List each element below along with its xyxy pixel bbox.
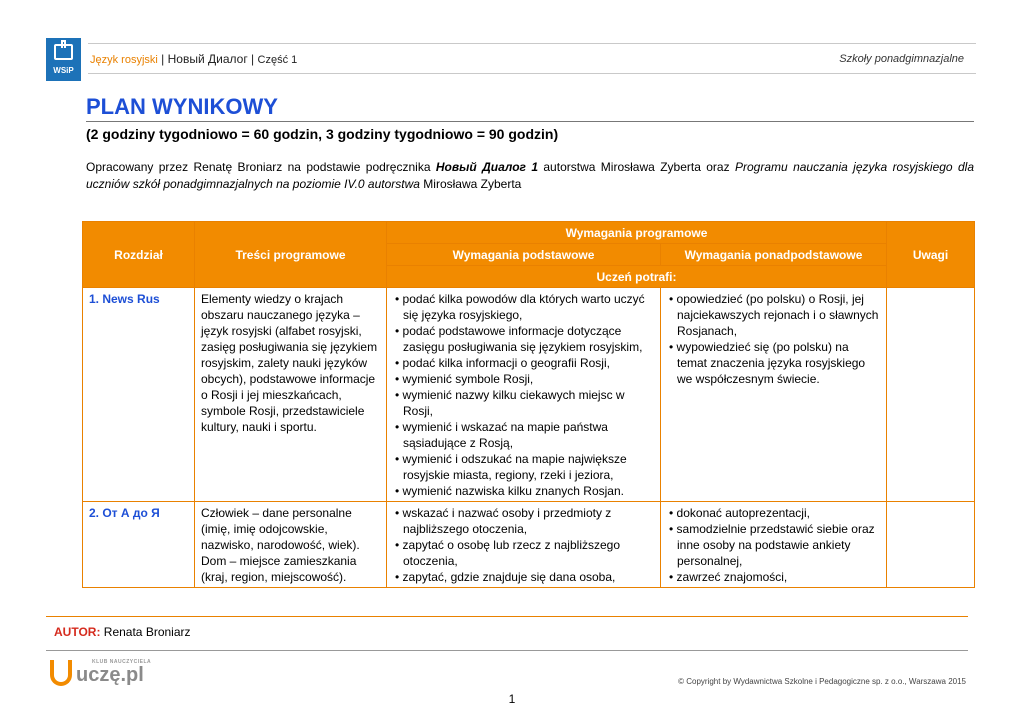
title-rule <box>86 121 974 122</box>
list-item: • wymienić i odszukać na mapie największe rosyjskie miasta, regiony, rzeki i jeziora, <box>393 451 654 483</box>
intro-paragraph <box>86 159 974 193</box>
ucze-logo-icon <box>50 660 72 686</box>
list-item: • wymienić nazwiska kilku znanych Rosjan. <box>393 483 654 499</box>
page-number: 1 <box>508 692 516 706</box>
header-wymagania: Wymagania programowe <box>387 222 887 244</box>
basic-list <box>393 291 654 499</box>
chapter-cell: 1. News Rus <box>83 288 195 502</box>
header-part: Część 1 <box>257 54 298 66</box>
basic-cell <box>387 502 661 588</box>
ucze-club-label: KLUB NAUCZYCIELA <box>92 659 152 665</box>
wsip-logo-text: WSiP <box>53 66 74 75</box>
content-cell: Człowiek – dane personalne (imię, imię odojcowskie, nazwisko, narodowość, wiek). Dom – miejsce zamieszkania (kraj, region, miejscowość). <box>195 502 387 588</box>
basic-list <box>393 505 654 585</box>
author-label: AUTOR: <box>54 625 101 639</box>
list-item: • opowiedzieć (po polsku) o Rosji, jej najciekawszych rejonach i o sławnych Rosjanach, <box>667 291 880 339</box>
list-item: • zawrzeć znajomości, <box>667 569 880 585</box>
wsip-logo-mark-icon <box>54 44 73 60</box>
copyright: © Copyright by Wydawnictwa Szkolne i Pedagogiczne sp. z o.o., Warszawa 2015 <box>678 677 966 686</box>
intro-book-title: Новый Диалог 1 <box>435 160 538 174</box>
list-item: • samodzielnie przedstawić siebie oraz inne osoby na podstawie ankiety personalnej, <box>667 521 880 569</box>
header-book: Новый Диалог <box>167 52 248 66</box>
chapter-cell: 2. От А до Я <box>83 502 195 588</box>
list-item: • dokonać autoprezentacji, <box>667 505 880 521</box>
list-item: • wskazać i nazwać osoby i przedmioty z najbliższego otoczenia, <box>393 505 654 537</box>
header-rozdzial: Rozdział <box>83 222 195 288</box>
intro-text: Opracowany przez Renatę Broniarz na podstawie podręcznika <box>86 160 436 174</box>
header-school: Szkoły ponadgimnazjalne <box>839 53 964 65</box>
header-uczen: Uczeń potrafi: <box>387 266 887 288</box>
page-title: PLAN WYNIKOWY <box>86 94 278 119</box>
header-separator: | <box>157 52 168 66</box>
intro-program-title: Programu nauczania języka rosyjskiego dla uczniów szkół ponadgimnazjalnych na poziomie IV.0 autorstwa <box>86 160 974 191</box>
intro-text: Mirosława Zyberta <box>419 177 522 191</box>
list-item: • podać podstawowe informacje dotyczące zasięgu posługiwania się językiem rosyjskim, <box>393 323 654 355</box>
list-item: • zapytać o osobę lub rzecz z najbliższego otoczenia, <box>393 537 654 569</box>
content-cell: Elementy wiedzy o krajach obszaru nauczanego języka – język rosyjski (alfabet rosyjski, zasięg posługiwania się językiem rosyjskim, zalety nauki języków obcych), podstawowe informacje o Rosji i jej mieszkańcach, symbole Rosji, przedstawiciele kultury, nauki i sportu. <box>195 288 387 502</box>
header-rule-bottom <box>88 73 976 74</box>
ucze-brand: uczę.pl <box>76 664 144 686</box>
list-item: • wymienić i wskazać na mapie państwa sąsiadujące z Rosją, <box>393 419 654 451</box>
header-ponadpodstawowe: Wymagania ponadpodstawowe <box>661 244 887 266</box>
plan-table <box>82 221 975 588</box>
author-line <box>54 625 191 639</box>
list-item: • zapytać, gdzie znajduje się dana osoba, <box>393 569 654 585</box>
list-item: • wymienić nazwy kilku ciekawych miejsc w Rosji, <box>393 387 654 419</box>
page-subtitle: (2 godziny tygodniowo = 60 godzin, 3 godziny tygodniowo = 90 godzin) <box>86 126 559 142</box>
list-item: • wypowiedzieć się (po polsku) na temat znaczenia języka rosyjskiego we współczesnym świecie. <box>667 339 880 387</box>
header-uwagi: Uwagi <box>887 222 975 288</box>
header-separator: | <box>247 52 258 66</box>
header-tresci: Treści programowe <box>195 222 387 288</box>
list-item: • podać kilka informacji o geografii Rosji, <box>393 355 654 371</box>
list-item: • podać kilka powodów dla których warto uczyć się języka rosyjskiego, <box>393 291 654 323</box>
advanced-cell <box>661 288 887 502</box>
advanced-list <box>667 291 880 387</box>
author-name: Renata Broniarz <box>100 625 191 639</box>
footer-rule-top <box>46 616 968 617</box>
header-rule-top <box>88 43 976 44</box>
list-item: • wymienić symbole Rosji, <box>393 371 654 387</box>
basic-cell <box>387 288 661 502</box>
advanced-cell <box>661 502 887 588</box>
notes-cell <box>887 502 975 588</box>
header-left <box>90 52 297 66</box>
header-subject: Język rosyjski <box>90 54 158 66</box>
header-podstawowe: Wymagania podstawowe <box>387 244 661 266</box>
table-row <box>83 288 975 502</box>
advanced-list <box>667 505 880 585</box>
notes-cell <box>887 288 975 502</box>
table-row <box>83 502 975 588</box>
wsip-logo <box>46 38 81 81</box>
intro-text: autorstwa Mirosława Zyberta oraz <box>538 160 735 174</box>
footer-rule-bottom <box>46 650 968 651</box>
